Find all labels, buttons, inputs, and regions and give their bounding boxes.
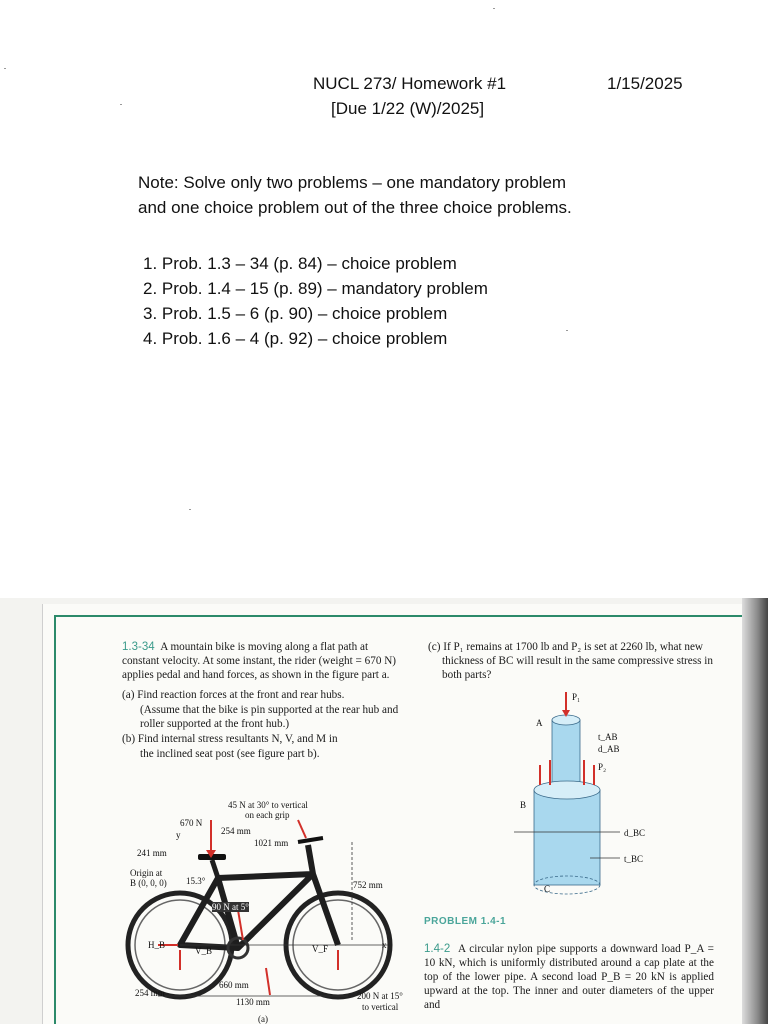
label-dim-254-bottom: 254 mm [135, 988, 165, 998]
list-item: 4. Prob. 1.6 – 4 (p. 92) – choice problem [143, 329, 448, 348]
note-line-2: and one choice problem out of the three choice problems. [138, 198, 572, 217]
label-vf: V_F [312, 944, 329, 954]
list-item: 2. Prob. 1.4 – 15 (p. 89) – mandatory problem [143, 279, 488, 298]
label-grip-each: on each grip [245, 810, 290, 820]
problem-1-3-34-text [122, 640, 407, 762]
scan-speck [189, 509, 191, 510]
list-item: 3. Prob. 1.5 – 6 (p. 90) – choice problem [143, 304, 448, 323]
label-rider-weight: 670 N [180, 818, 203, 828]
label-force-200-b: to vertical [362, 1002, 399, 1012]
label-p2: P₂ [598, 762, 607, 772]
due-date: [Due 1/22 (W)/2025] [331, 99, 485, 118]
problem-1-4-1-c: (c) If P₁ remains at 1700 lb and P₂ is set at 2260 lb, what new thickness of BC will result in the same compressive stress in both parts? [428, 641, 713, 681]
handlebar [298, 838, 323, 842]
scan-speck [493, 8, 495, 9]
label-dim-241: 241 mm [137, 848, 167, 858]
label-dim-660: 660 mm [219, 980, 249, 990]
scan-speck [566, 330, 568, 331]
part-a-line-2: (Assume that the bike is pin supported at the rear hub and roller supported at the front hub.) [140, 704, 399, 730]
label-x-axis: x [382, 940, 387, 950]
label-part-a: (a) [258, 1014, 268, 1024]
seat-post [212, 860, 218, 878]
label-dab: d_AB [598, 744, 620, 754]
pedal-force-arrow [238, 910, 243, 940]
problem-intro: A mountain bike is moving along a flat path at constant velocity. At some instant, the rider (weight = 670 N) applies pedal and hand forces, as shown in the figure part a. [122, 641, 397, 681]
problem-1-4-2 [424, 942, 714, 1012]
note-line-1: Note: Solve only two problems – one mandatory problem [138, 173, 567, 192]
label-c: C [544, 884, 551, 894]
label-b: B [520, 800, 527, 810]
part-a-line-1: (a) Find reaction forces at the front and rear hubs. [122, 689, 345, 701]
scan-speck [4, 68, 6, 69]
label-angle: 15.3° [186, 876, 206, 886]
label-tbc: t_BC [624, 854, 644, 864]
lower-pipe [534, 790, 600, 885]
part-b-line-1: (b) Find internal stress resultants N, V, and M in [122, 733, 338, 745]
lower-pipe-top [534, 781, 600, 799]
problem-figure-label: PROBLEM 1.4-1 [424, 916, 507, 927]
label-dim-1130: 1130 mm [236, 997, 270, 1007]
label-a: A [536, 718, 543, 728]
instructions-note [138, 170, 698, 220]
problem-number: 1.4-2 [424, 943, 451, 955]
problem-number: 1.3-34 [122, 641, 155, 653]
list-item: 1. Prob. 1.3 – 34 (p. 84) – choice problem [143, 254, 457, 273]
label-dbc: d_BC [624, 828, 646, 838]
label-y-axis: y [176, 830, 181, 840]
label-force-200-a: 200 N at 15° [357, 991, 403, 1001]
course-title: NUCL 273/ Homework #1 [313, 74, 507, 93]
label-pedal-force: 90 N at 5° [212, 902, 249, 912]
issue-date: 1/15/2025 [607, 74, 683, 93]
label-p1: P₁ [572, 692, 581, 702]
label-hb: H_B [148, 940, 166, 950]
label-dim-1021: 1021 mm [254, 838, 289, 848]
upper-pipe [552, 720, 580, 790]
scan-speck [120, 104, 122, 105]
label-tab: t_AB [598, 732, 618, 742]
problem-1-4-2-text: A circular nylon pipe supports a downward load P_A = 10 kN, which is uniformly distributed around a cap plate at the top of the lower pipe. A second load P_B = 20 kN is applied upward at the top. The inner and outer diameters of the upper and [424, 943, 714, 1011]
book-binding-shadow [742, 598, 768, 1024]
grip-force-arrow [298, 820, 306, 838]
label-origin-2: B (0, 0, 0) [130, 878, 167, 888]
label-dim-254-top: 254 mm [221, 826, 251, 836]
label-grip-force: 45 N at 30° to vertical [228, 800, 308, 810]
label-dim-752: 752 mm [353, 880, 383, 890]
front-load-arrow [266, 968, 270, 995]
label-origin-1: Origin at [130, 868, 163, 878]
part-b-line-2: the inclined seat post (see figure part b). [140, 748, 320, 760]
label-vb: V_B [195, 946, 213, 956]
pipe-figure [510, 690, 660, 900]
problem-list [143, 251, 488, 351]
